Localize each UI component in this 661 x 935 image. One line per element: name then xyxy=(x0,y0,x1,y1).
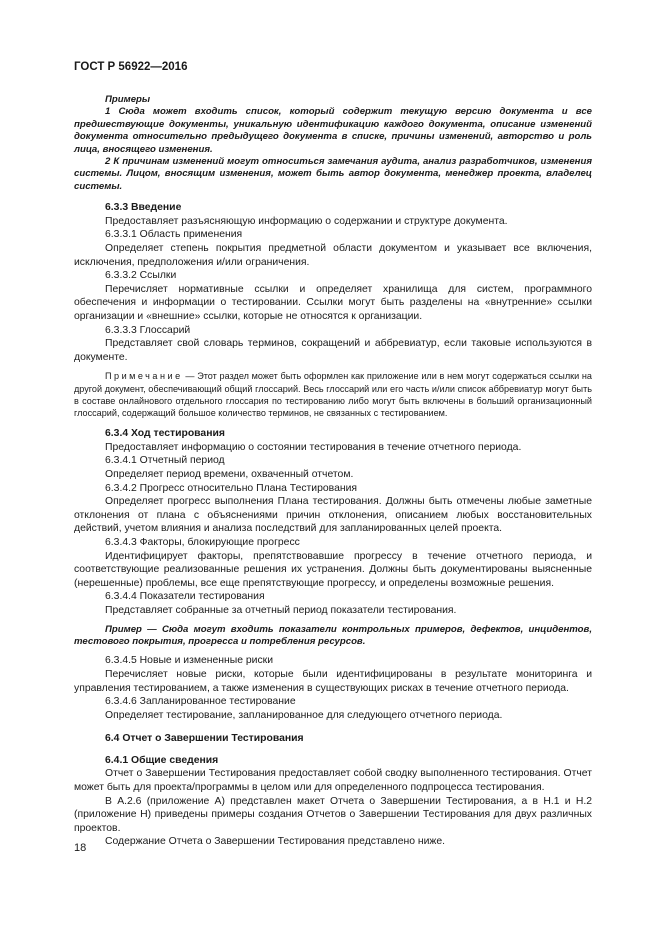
subsection-title: 6.3.4.6 Запланированное тестирование xyxy=(105,696,296,708)
paragraph: Определяет тестирование, запланированное для следующего отчетного периода. xyxy=(105,709,503,721)
paragraph: Определяет период времени, охваченный отчетом. xyxy=(105,468,354,480)
section-heading-6-4-1: 6.4.1 Общие сведения xyxy=(105,754,219,766)
paragraph: Содержание Отчета о Завершении Тестирования представлено ниже. xyxy=(105,836,446,848)
paragraph: Предоставляет разъясняющую информацию о содержании и структуре документа. xyxy=(105,215,508,227)
note-text: — Этот раздел может быть оформлен как приложение или в нем могут содержаться ссылки на другой документ, обеспечивающий общий глоссарий. Весь глоссарий или его часть и/или список аббревиатур могут быть в составе онлайнового отдельного глоссария по тестированию либо могут быть включены в больший организационный глоссарий, содержащий большое количество терминов, не связанных с тестированием. xyxy=(74,371,592,418)
example-item-2: 2 К причинам изменений могут относиться замечания аудита, анализ разработчиков, изменения системы. Лицом, вносящим изменения, может быть автор документа, менеджер проекта, владелец системы. xyxy=(74,156,592,192)
paragraph: Представляет свой словарь терминов, сокращений и аббревиатур, если таковые используются в документе. xyxy=(74,338,592,363)
subsection-title: 6.3.4.3 Факторы, блокирующие прогресс xyxy=(105,536,300,548)
paragraph: Предоставляет информацию о состоянии тестирования в течение отчетного периода. xyxy=(105,441,522,453)
example-paragraph: Пример — Сюда могут входить показатели контрольных примеров, дефектов, инцидентов, тестового покрытия, прогресса и потребления ресурсов. xyxy=(74,623,592,647)
note-label: Примечание xyxy=(105,371,183,382)
paragraph: Определяет прогресс выполнения Плана тестирования. Должны быть отмечены любые заметные отклонения от плана с объяснениями причин отклонения, описанием любых восстановительных действий, учетом влияния и анализа последствий для запланированных целей проекта. xyxy=(74,496,592,535)
subsection-title: 6.3.3.1 Область применения xyxy=(105,229,243,241)
paragraph: Отчет о Завершении Тестирования предоставляет собой сводку выполненного тестирования. Отчет может быть для проекта/программы в целом или для определенного подпроцесса тестирования. xyxy=(74,768,592,794)
paragraph: В А.2.6 (приложение А) представлен макет Отчета о Завершении Тестирования, а в Н.1 и Н.2 (приложение Н) приведены примеры создания Отчетов о Завершении Тестирования для двух различных проектов. xyxy=(74,795,592,834)
subsection-title: 6.3.4.4 Показатели тестирования xyxy=(105,591,265,603)
section-heading-6-3-3: 6.3.3 Введение xyxy=(105,202,182,214)
note-paragraph xyxy=(74,370,592,419)
paragraph: Идентифицирует факторы, препятствовавшие прогрессу в течение отчетного периода, и соответствующие реализованные решения их устранения. Должны быть документированы выясненные (нерешенные) проблемы, все еще препятствующие прогрессу, и определены возможные решения. xyxy=(74,550,592,589)
example-item-1: 1 Сюда может входить список, который содержит текущую версию документа и все предшествующие документы, уникальную идентификацию каждого документа, описание изменений документа относительно предыдущего документа в списке, причины изменений, авторство и роль лица, вносящего изменения. xyxy=(74,106,592,155)
paragraph: Представляет собранные за отчетный период показатели тестирования. xyxy=(105,604,457,616)
subsection-title: 6.3.4.1 Отчетный период xyxy=(105,455,225,467)
page-number: 18 xyxy=(74,842,87,854)
examples-title: Примеры xyxy=(105,94,151,105)
section-heading-6-3-4: 6.3.4 Ход тестирования xyxy=(105,428,225,440)
paragraph: Перечисляет новые риски, которые были идентифицированы в результате мониторинга и управления тестированием, а также изменения в существующих рисках в течение отчетного периода. xyxy=(74,668,592,694)
paragraph: Перечисляет нормативные ссылки и определяет хранилища для систем, программного обеспечения и информации о тестировании. Ссылки могут быть разделены на «внутренние» ссылки организации и «внешние» ссылки, которые не относятся к организации. xyxy=(74,283,592,322)
subsection-title: 6.3.3.2 Ссылки xyxy=(105,270,177,282)
subsection-title: 6.3.4.5 Новые и измененные риски xyxy=(105,655,274,667)
section-heading-6-4: 6.4 Отчет о Завершении Тестирования xyxy=(105,733,304,745)
document-header: ГОСТ Р 56922—2016 xyxy=(74,61,188,73)
subsection-title: 6.3.3.3 Глоссарий xyxy=(105,324,191,336)
paragraph: Определяет степень покрытия предметной области документом и указывает все включения, исключения, предположения и/или ограничения. xyxy=(74,243,592,268)
page-content xyxy=(74,94,592,849)
subsection-title: 6.3.4.2 Прогресс относительно Плана Тестирования xyxy=(105,482,358,494)
